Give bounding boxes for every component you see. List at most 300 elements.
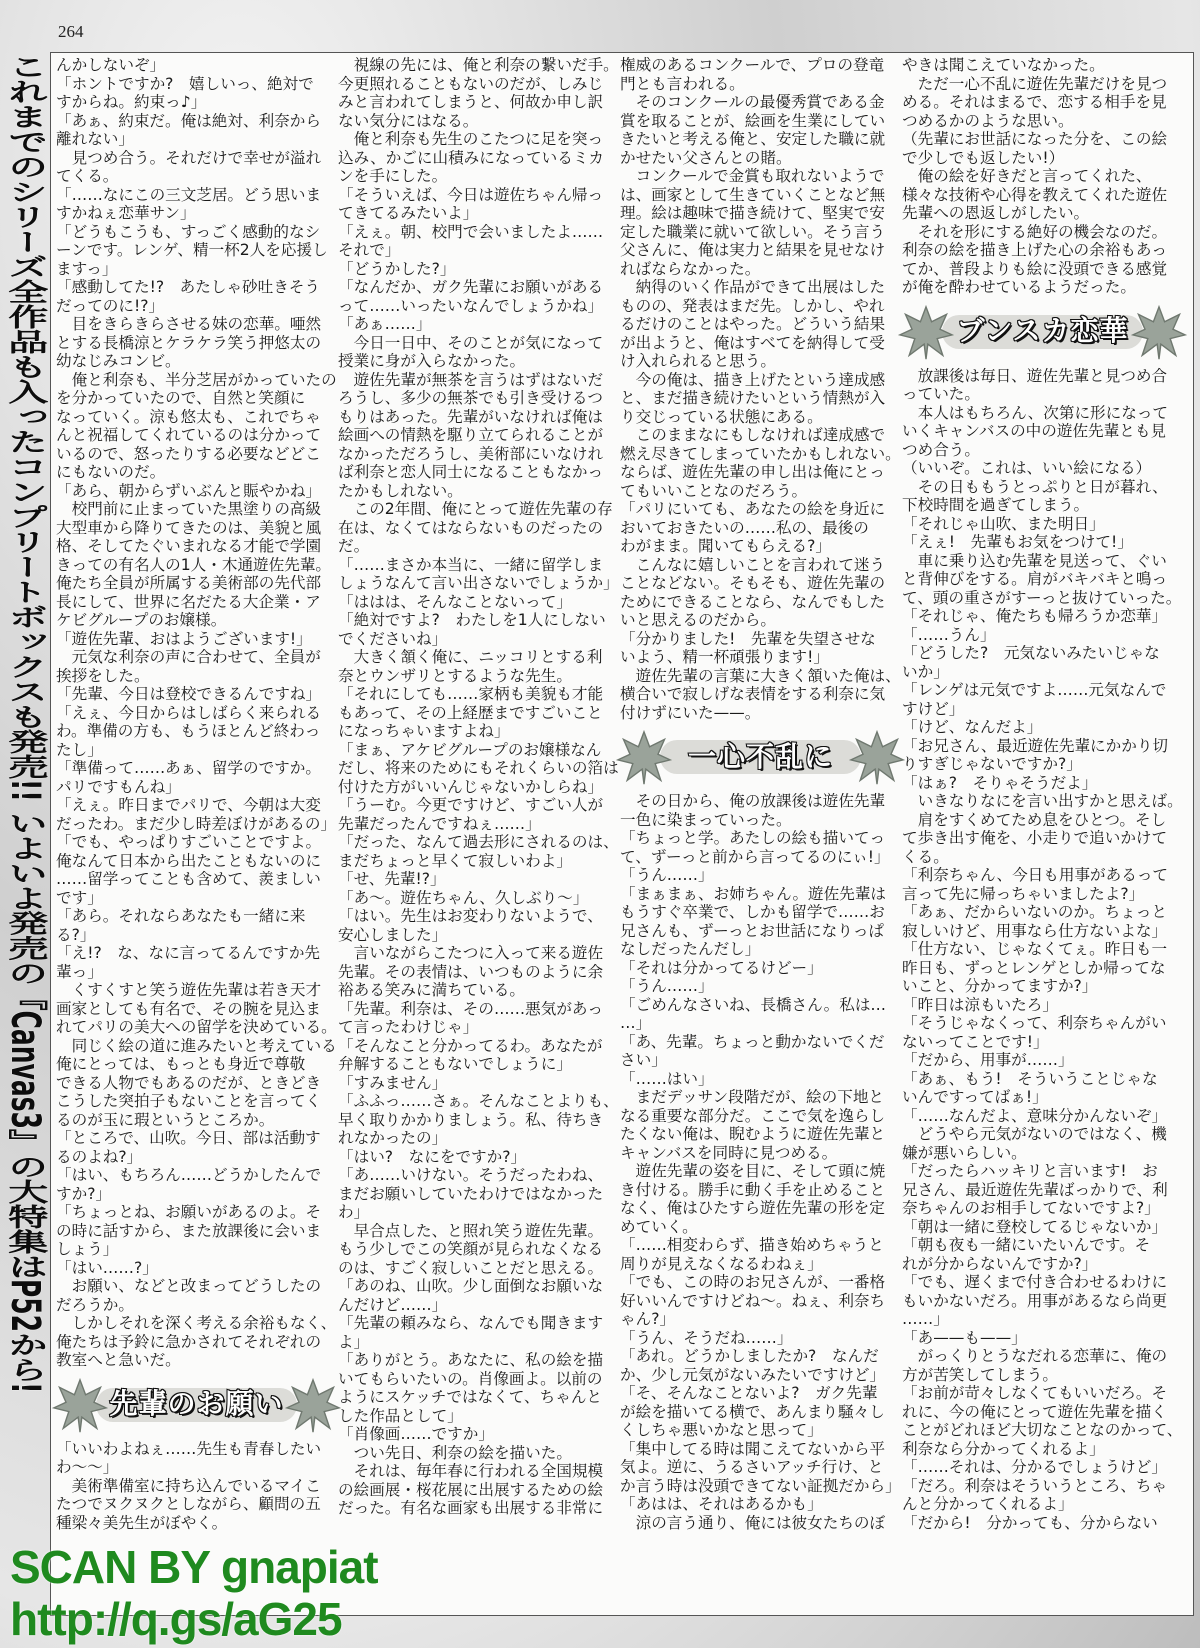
text-line: 定した職業に就いて欲しい。そう言う (620, 222, 886, 241)
text-line: 俺たち全員が所属する美術部の先代部 (56, 574, 322, 592)
text-line: 「どうかした?」 (338, 259, 456, 278)
text-line: なかっただろうし、美術部にいなけれ (338, 444, 604, 463)
text-line: なっていく。涼も悠太も、これでちゃ (56, 407, 321, 426)
text-line: コンクールで金賞も取れないようで (620, 167, 885, 185)
text-line: 「先輩、今日は登校できるんですね」 (56, 685, 322, 703)
text-line: んと分かってくれるよ」 (902, 1495, 1074, 1513)
text-line: 本人はもちろん、次第に形になって (902, 403, 1169, 422)
text-line: 「ありがとう。あなたに、私の絵を描 (338, 1351, 604, 1369)
text-line: 気よ。逆に、うるさいアッチ行け、と (620, 1458, 884, 1476)
text-line: き付ける。勝手に動く手を止めること (620, 1180, 886, 1199)
text-line: のは、すごく寂しいことだと思える。 (338, 1258, 604, 1277)
text-line: ンを手にした。 (338, 167, 448, 185)
text-line: 「お兄さん、最近遊佐先輩にかかり切 (902, 736, 1169, 755)
text-line: 「ホントですか? 嬉しいっ、絶対で (56, 74, 314, 93)
text-line: て、ずーっと前から言ってるのにぃ!」 (620, 847, 890, 866)
text-line: お願い、などと改まってどうしたの (56, 1277, 322, 1295)
text-line: 弁解することもないでしょうに」 (338, 1055, 572, 1073)
text-line: 「……まさか本当に、一緒に留学しま (338, 555, 604, 574)
text-line: にもないのだ。 (56, 463, 166, 481)
text-line: だってのに!?」 (56, 296, 165, 315)
text-line: （先輩にお世話になった分を、この絵 (902, 130, 1168, 148)
text-line: 俺なんて日本から出たこともないのに (56, 851, 322, 870)
text-line: わ。準備の方も、もうほとんど終わっ (56, 722, 321, 740)
text-line: 「はい。先生はお変わりないようで、 (338, 907, 603, 925)
text-line: 「昨日は涼もいたろ」 (902, 995, 1058, 1014)
text-line: きたいと考える俺と、安定した職に就 (620, 130, 886, 148)
text-line: 「朝は一緒に登校してるじゃないか」 (902, 1217, 1168, 1236)
text-line: 下校時間を過ぎてしまう。 (902, 496, 1090, 514)
text-line: ……」 (902, 1310, 949, 1328)
text-line: まだデッサン段階だが、絵の下地と (620, 1088, 885, 1106)
text-line: こうした突拍子もないことを言ってく (56, 1092, 322, 1110)
text-line: すけど」 (902, 699, 965, 718)
text-line: 同じく絵の道に進みたいと考えている (56, 1036, 337, 1055)
text-line: 込み、かごに山積みになっているミカ (338, 148, 605, 167)
maple-leaf-icon (616, 730, 672, 786)
text-line: しょうなんて言い出さないでしょうか」 (338, 574, 619, 592)
text-line: それで」 (338, 241, 401, 259)
watermark-url: http://q.gs/aG25 (10, 1593, 342, 1645)
text-line: 車に乗り込む先輩を見送って、ぐい (902, 551, 1167, 570)
text-line: くすくすと笑う遊佐先輩は若き天才 (56, 981, 322, 999)
text-line: 種梁々美先生がぼやく。 (56, 1513, 228, 1532)
text-line: 俺の絵を好きだと言ってくれた、 (902, 167, 1152, 185)
text-line: れが分からないんですか?」 (902, 1254, 1098, 1273)
text-column-2 (338, 56, 619, 1518)
text-line: 兄さんも、ずーっとお世話になりっぱ (620, 921, 885, 940)
text-line: がっくりとうなだれる恋華に、俺の (902, 1347, 1168, 1365)
text-line: 「えぇ、今日からはしばらく来られる (56, 703, 322, 722)
text-line: 「あぁ、もう! そういうことじゃな (902, 1069, 1158, 1088)
text-line: たつでヌクヌクとしながら、顧問の五 (56, 1495, 321, 1513)
text-line: ……留学ってことも含めて、羨ましい (56, 870, 321, 888)
text-line: 「パリにいても、あなたの絵を身近に (620, 500, 886, 518)
text-line: もいかないだろ。用事があるなら尚更 (902, 1291, 1168, 1310)
text-line: 涼の言う通り、俺には彼女たちのぼ (620, 1513, 886, 1532)
text-line: てもいいことなのだろう。 (620, 481, 808, 500)
text-line: ことがどれほど大切なことなのかって、 (902, 1421, 1183, 1439)
text-line: 「だったらハッキリと言います! お (902, 1162, 1158, 1180)
text-line: 「あぁ、だからいないのか。ちょっと (902, 903, 1167, 921)
text-line: 「それじゃ山吹、また明日」 (902, 514, 1105, 533)
text-line: て、頭の重さがすーっと抜けていった。 (902, 588, 1182, 607)
text-line: 付けずにいた——。 (620, 703, 761, 722)
text-line: を分かっていたので、自然と笑顔に (56, 389, 306, 407)
text-line: いくキャンバスの中の遊佐先輩とも見 (902, 422, 1167, 440)
text-line: 「それじゃ、俺たちも帰ろうか恋華」 (902, 607, 1168, 625)
text-line: 「あぁ……」 (338, 315, 432, 333)
scan-watermark: SCAN BY gnapiat (10, 1541, 378, 1593)
text-line: 「なんだか、ガク先輩にお願いがある (338, 278, 604, 296)
text-line: このままなにもしなければ達成感で (620, 426, 886, 444)
text-line: 「え!? な、なに言ってるんですか先 (56, 944, 321, 962)
text-line: つい先日、利奈の絵を描いた。 (338, 1443, 572, 1462)
text-line: て言ったわけじゃ」 (338, 1018, 479, 1036)
text-line: 「うん……」 (620, 977, 714, 995)
text-line: なしだったんだし」 (620, 940, 761, 958)
text-line: が出ようと、俺はすべてを納得して受 (620, 333, 885, 352)
text-line: 「ちょっとね、お願いがあるのよ。そ (56, 1203, 322, 1221)
text-line: 校門前に止まっていた黒塗りの高級 (56, 500, 322, 518)
text-line: 「集中してる時は聞こえてないから平 (620, 1439, 886, 1458)
text-line: れてパリの美大への留学を決めている。 (56, 1018, 337, 1036)
text-line: ケビグループのお嬢様。 (56, 611, 227, 629)
text-line: 早く取りかかりましょう。私、待ちき (338, 1110, 604, 1129)
maple-leaf-icon (1131, 305, 1187, 361)
text-line: 一色に染まっていった。 (620, 810, 792, 829)
text-line: でくださいね」 (338, 629, 448, 648)
text-line: ーンです。レンゲ、精一杯2人を応援し (56, 241, 328, 259)
text-line: 奈ちゃんのお相手してないですよ?」 (902, 1199, 1160, 1217)
text-line: 「だろ。利奈はそういうところ、ちゃ (902, 1476, 1168, 1495)
text-line: 「あら、朝からずいぶんと賑やかね」 (56, 481, 322, 500)
section-heading (902, 297, 1183, 367)
text-line: 今更照れることもないのだが、しみじ (338, 74, 604, 93)
text-line: 周りが見えなくなるわねぇ」 (620, 1254, 823, 1273)
text-line: 付けた方がいいんじゃないかしらね」 (338, 777, 604, 796)
text-line: と背伸びをする。肩がバキバキと鳴っ (902, 570, 1168, 588)
text-line: れに、今の俺にとって遊佐先輩を描く (902, 1402, 1167, 1421)
text-line: 目をきらきらさせる妹の恋華。唖然 (56, 315, 322, 333)
text-line: てくる。 (56, 167, 119, 185)
text-line: 「先輩。利奈は、その……悪気があっ (338, 999, 603, 1018)
text-line: 「あれ。どうかしましたか? なんだ (620, 1347, 879, 1365)
maple-leaf-icon (285, 1378, 341, 1434)
text-line: 美術準備室に持ち込んでいるマイこ (56, 1476, 321, 1495)
text-line: 「ごめんなさいね、長橋さん。私は… (620, 995, 887, 1014)
text-line: いてもらいたいの。肖像画よ。以前の (338, 1369, 603, 1388)
text-line: てか、普段よりも絵に没頭できる感覚 (902, 259, 1168, 278)
text-line: 「……それは、分かるでしょうけど」 (902, 1458, 1167, 1476)
text-line: 嫌が悪いらしい。 (902, 1143, 1027, 1162)
text-line: 「あ——も——」 (902, 1328, 1027, 1347)
text-line: 言って先に帰っちゃいましたよ?」 (902, 884, 1145, 903)
text-line: 画家としても有名で、その腕を見込ま (56, 999, 321, 1018)
text-line: たくない俺は、睨むように遊佐先輩と (620, 1125, 886, 1143)
text-line: ればならなかった。 (620, 259, 761, 278)
text-line: ろうし、多少の無茶でも引き受けるつ (338, 389, 603, 407)
text-line: 「だから、用事が……」 (902, 1051, 1074, 1069)
text-line: 利奈の絵を描き上げた心の余裕もあっ (902, 241, 1167, 259)
text-line: 「感動してた!? あたしゃ砂吐きそう (56, 278, 321, 296)
text-line: ものの、発表はまだ先。しかし、やれ (620, 296, 885, 315)
text-line: 「だから! 分かっても、分からない (902, 1513, 1158, 1532)
text-line: れなかったの」 (338, 1129, 448, 1147)
text-line: 「そうじゃなくって、利奈ちゃんがい (902, 1014, 1167, 1032)
text-line: るだけのことはやった。どういう結果 (620, 315, 886, 333)
text-line: 権威のあるコンクールで、プロの登竜 (620, 56, 885, 74)
text-line: け入れられると思う。 (620, 352, 776, 370)
text-line: 見つめ合う。それだけで幸せが溢れ (56, 148, 322, 167)
text-line: まだお願いしていたわけではなかった (338, 1184, 604, 1203)
text-line: いこと、分かってますか?」 (902, 977, 1098, 995)
text-line: 理。絵は趣味で描き続けて、堅実で安 (620, 204, 885, 222)
text-line: りすぎじゃないですか?」 (902, 755, 1082, 773)
text-line: 「はぁ? そりゃそうだよ」 (902, 773, 1098, 792)
text-line: 「肖像画……ですか」 (338, 1425, 494, 1443)
text-line: 「いいわよねぇ……先生も青春したい (56, 1439, 322, 1458)
maple-leaf-icon (52, 1378, 108, 1434)
text-line: 大型車から降りてきたのは、美貌と風 (56, 518, 322, 537)
text-line: 様々な技術や心得を教えてくれた遊佐 (902, 185, 1168, 204)
text-line: 「それにしても……家柄も美貌も才能 (338, 685, 604, 703)
text-line: もうすぐ卒業で、しかも留学で……お (620, 903, 885, 921)
text-line: くしちゃ悪いかなと思って」 (620, 1421, 823, 1439)
text-line: か、少し元気がないみたいですけど」 (620, 1365, 886, 1384)
text-line: 「仕方ない、じゃなくてぇ。昨日も一 (902, 940, 1168, 958)
text-line: 「でも、やっぱりすごいことですよ。 (56, 833, 322, 851)
text-line: 父さんに、俺は実力と結果を見せなけ (620, 241, 886, 259)
text-line: 俺にとっては、もっとも身近で尊敬 (56, 1055, 306, 1073)
text-line: の絵画展・桜花展に出展するための絵 (338, 1480, 604, 1499)
text-line: たかもしれない。 (338, 481, 463, 500)
text-line: は、画家として生きていくことなど無 (620, 185, 886, 204)
text-line: 「だった、なんて過去形にされるのは、 (338, 833, 619, 851)
text-line: 「あら。それならあなたも一緒に来 (56, 907, 306, 925)
text-line: 「あ、先輩。ちょっと動かないでくだ (620, 1032, 885, 1051)
text-line: 今日一日中、そのことが気になって (338, 333, 604, 352)
text-line: 賞を取ることが、絵画を生業にしてい (620, 111, 886, 130)
text-line: 安心しました」 (338, 925, 448, 944)
text-line: 元気な利奈の声に合わせて、全員が (56, 648, 321, 666)
text-line: もりはあった。先輩がいなければ俺は (338, 407, 603, 426)
text-line: 肩をすくめてため息をひとつ。そし (902, 810, 1167, 829)
text-line: って……いったいなんでしょうかね」 (338, 296, 604, 315)
text-line: 「えぇ! 先輩もお気をつけて!」 (902, 533, 1133, 551)
text-line: 「どうもこうも、すっごく感動的なシ (56, 222, 321, 241)
text-line: 裕ある笑みに満ちている。 (338, 981, 525, 999)
text-column-4 (902, 56, 1183, 1532)
text-line: 放課後は毎日、遊佐先輩と見つめ合 (902, 366, 1168, 385)
text-line: おいておきたいの……私の、最後の (620, 518, 869, 537)
text-line: る?」 (56, 925, 96, 944)
section-heading-title: ブンスカ恋華 (956, 314, 1129, 348)
text-line: 方が苦笑してしまう。 (902, 1365, 1058, 1384)
text-line: 授業に身が入らなかった。 (338, 352, 526, 370)
text-line: 「お前が苛々しなくてもいいだろ。そ (902, 1384, 1168, 1402)
text-line: 「うーむ。今更ですけど、すごい人が (338, 796, 604, 814)
text-line: たし」 (56, 740, 103, 759)
text-column-3 (620, 56, 901, 1532)
text-line: てきてるみたいよ」 (338, 204, 479, 222)
text-line: 「それは分かってるけどー」 (620, 958, 823, 977)
text-line: 「あ……いけない。そうだったわね、 (338, 1166, 604, 1184)
text-line: みと言われてしまうと、何故か申し訳 (338, 93, 604, 111)
text-line: んと祝福してくれているのは分かって (56, 426, 322, 444)
text-line: 「……はい」 (620, 1069, 714, 1088)
text-line: 「朝も夜も一緒にいたいんです。そ (902, 1236, 1151, 1254)
text-line: 先輩。その表情は、いつものように余 (338, 962, 604, 981)
text-line: 横合いで寂しげな表情をする利奈に気 (620, 685, 886, 703)
text-line: 今の俺は、描き上げたという達成感 (620, 370, 886, 389)
text-line: まだちょっと早くて寂しいわよ」 (338, 851, 572, 870)
text-line: もう少しでこの笑顔が見られなくなる (338, 1240, 604, 1258)
text-line: なる重要な部分だ。ここで気を逸らし (620, 1106, 886, 1125)
text-line: 「あはは、それはあるかも」 (620, 1495, 823, 1513)
text-column-1 (56, 56, 337, 1532)
text-line: と、まだ描き続けたいという情熱が入 (620, 389, 886, 407)
side-banner-text: これまでのシリーズ全作品も入ったコンプリートボックスも発売!! いよいよ発売の『Canvas3』の大特集はP52から! (2, 54, 49, 1394)
text-line: 燃え尽きてしまっていたかもしれない。 (620, 444, 901, 463)
text-line: だ。 (338, 537, 370, 555)
text-line: できる人物でもあるのだが、ときどき (56, 1073, 322, 1092)
text-line: 「準備って……あぁ、留学のですか。 (56, 759, 321, 777)
text-line: り交じっている状態にある。 (620, 407, 823, 426)
text-line: きっての有名人の1人・木通遊佐先輩。 (56, 555, 332, 574)
text-line: 視線の先には、俺と利奈の繋いだ手。 (338, 56, 619, 74)
text-line: 「そういえば、今日は遊佐ちゃん帰っ (338, 185, 604, 204)
text-line: ただ一心不乱に遊佐先輩だけを見つ (902, 74, 1168, 93)
text-line: それを形にする絶好の機会なのだ。 (902, 222, 1168, 241)
text-line: ない気分にはなる。 (338, 111, 479, 130)
text-line: ならば、遊佐先輩の申し出は俺にとっ (620, 463, 885, 481)
text-line: 「あぁ、約束だ。俺は絶対、利奈から (56, 111, 321, 130)
text-line: 先輩への恩返しがしたい。 (902, 204, 1090, 222)
text-line: 輩っ」 (56, 962, 103, 981)
text-line: かせたい父さんとの賭。 (620, 148, 792, 167)
text-line: 「うん……」 (620, 866, 714, 884)
maple-leaf-icon (849, 730, 905, 786)
text-line: か言う時は没頭できてない証拠だから」 (620, 1476, 901, 1495)
text-line: 在は、なくてはならないものだったの (338, 518, 604, 537)
text-line: いと思えるのだから。 (620, 611, 776, 629)
text-line: が絵を描いてる横で、あんまり騒々し (620, 1402, 885, 1421)
text-line: 「そ、そんなことないよ? ガク先輩 (620, 1384, 878, 1402)
text-line: める。それはまるで、恋する相手を見 (902, 93, 1167, 111)
text-line: しかしそれを深く考える余裕もなく、 (56, 1314, 337, 1332)
text-line: 「けど、なんだよ」 (902, 718, 1043, 736)
text-line: 「分かりました! 先輩を失望させな (620, 629, 876, 648)
text-line: 兄さん、最近遊佐先輩ばっかりで、利 (902, 1180, 1168, 1199)
text-line: 好いいんですけどね〜。ねぇ、利奈ち (620, 1291, 886, 1310)
text-line: 利奈なら分かってくれるよ」 (902, 1439, 1105, 1458)
text-line: 寂しいけど、用事なら仕方ないよな」 (902, 921, 1168, 940)
text-line: 「そんなこと分かってるわ。あなたが (338, 1036, 603, 1055)
text-line: つめるかのような思い。 (902, 111, 1074, 130)
text-line: そのコンクールの最優秀賞である金 (620, 93, 885, 111)
text-line: 「どうした? 元気ないみたいじゃな (902, 644, 1160, 662)
text-line: になっちゃいますよね」 (338, 722, 510, 740)
text-line: っていた。 (902, 385, 980, 403)
text-line: だったわ。まだ少し時差ぼけがあるの」 (56, 814, 337, 833)
text-line: ますっ」 (56, 259, 118, 278)
text-line: めていく。 (620, 1217, 698, 1236)
text-line: 「ちょっと学。あたしの絵も描いてっ (620, 829, 886, 847)
text-line: 「えぇ。昨日までパリで、今朝は大変 (56, 796, 321, 814)
text-line: 遊佐先輩の言葉に大きく頷いた俺は、 (620, 666, 901, 685)
text-line: した作品として」 (338, 1406, 463, 1425)
section-heading (620, 722, 901, 792)
text-line: その日ももうとっぷりと日が暮れ、 (902, 477, 1168, 496)
text-line: この2年間、俺にとって遊佐先輩の存 (338, 500, 613, 518)
text-line: 「まぁ、アケビグループのお嬢様なん (338, 740, 602, 759)
section-heading-title: 先輩のお願い (109, 1387, 284, 1421)
text-line: その日から、俺の放課後は遊佐先輩 (620, 792, 886, 810)
text-line: 「えぇ。朝、校門で会いましたよ…… (338, 222, 604, 241)
text-line: 幼なじみコンビ。 (56, 352, 181, 370)
text-line: キャンバスを同時に見つめる。 (620, 1143, 838, 1162)
text-line: 「でも、この時のお兄さんが、一番格 (620, 1273, 886, 1291)
text-line: パリですもんね」 (56, 777, 181, 796)
page-number: 264 (58, 22, 84, 41)
text-line: わ〜〜」 (56, 1458, 119, 1476)
text-line: いるので、怒ったりする必要などどこ (56, 444, 321, 463)
text-line: ゃん?」 (620, 1310, 676, 1328)
side-banner (2, 54, 48, 1534)
text-line: しょう」 (56, 1240, 119, 1258)
text-line: 「遊佐先輩、おはようございます!」 (56, 629, 312, 648)
text-line: 「あ〜。遊佐ちゃん、久しぶり〜」 (338, 888, 589, 907)
maple-leaf-icon (898, 305, 954, 361)
text-line: 教室へと急いだ。 (56, 1351, 181, 1369)
text-line: ば利奈と恋人同士になることもなかっ (338, 463, 604, 481)
text-line: だった。有名な画家も出展する非常に (338, 1499, 604, 1517)
text-line: 納得のいく作品ができて出展はした (620, 278, 886, 296)
text-line: 「……相変わらず、描き始めちゃうと (620, 1236, 884, 1254)
text-line: やきは聞こえていなかった。 (902, 56, 1105, 74)
text-line: 門とも言われる。 (620, 74, 745, 93)
text-line: ないってことです!」 (902, 1032, 1049, 1051)
text-line: よ」 (338, 1332, 370, 1351)
text-line: ためにできることなら、なんでもした (620, 592, 886, 611)
text-line: 「利奈ちゃん、今日も用事があるって (902, 866, 1169, 884)
text-line: ことなどない。そもそも、遊佐先輩の (620, 574, 886, 592)
text-line: いよう、精一杯頑張ります!」 (620, 648, 829, 666)
text-line: 俺と利奈も先生のこたつに足を突っ (338, 130, 604, 148)
text-line: それは、毎年春に行われる全国規模 (338, 1462, 604, 1480)
text-line: 「でも、遅くまで付き合わせるわけに (902, 1273, 1168, 1291)
text-line: るのが玉に瑕というところか。 (56, 1110, 275, 1129)
text-line: （いいぞ。これは、いい絵になる） (902, 459, 1152, 477)
text-line: ようにスケッチではなくて、ちゃんと (338, 1388, 603, 1406)
text-line: 「ところで、山吹。今日、部は活動す (56, 1129, 321, 1147)
text-line: 挨拶をした。 (56, 666, 150, 685)
text-line: 「絶対ですよ? わたしを1人にしない (338, 611, 606, 629)
text-line: 「ははは、そんなことないって」 (338, 592, 572, 611)
text-line: 昨日も、ずっとレンゲとしか帰ってな (902, 958, 1166, 977)
text-line: こんなに嬉しいことを言われて迷う (620, 555, 886, 574)
text-line: とする長橋涼とケラケラ笑う押悠太の (56, 333, 322, 352)
section-heading (56, 1370, 337, 1440)
text-line: すかねぇ恋華サン」 (56, 204, 196, 222)
text-line: 「はい、もちろん……どうかしたんで (56, 1166, 322, 1184)
text-line: 「すみません」 (338, 1073, 448, 1092)
text-line: わがまま。聞いてもらえる?」 (620, 537, 831, 555)
text-line: んだけど……」 (338, 1295, 448, 1314)
text-line: 「うん、そうだね……」 (620, 1328, 793, 1347)
text-line: いんですってばぁ!」 (902, 1088, 1048, 1106)
text-line: 「はい? なにをですか?」 (338, 1147, 527, 1166)
text-line: 「せ、先輩!?」 (338, 870, 446, 888)
text-line: なく、俺はひたすら遊佐先輩の形を定 (620, 1199, 885, 1217)
text-line: 俺たちは予鈴に急かされてそれぞれの (56, 1332, 322, 1351)
text-line: んかしないぞ」 (56, 56, 166, 74)
text-line: が俺を酔わせているようだった。 (902, 278, 1136, 296)
text-line: 格、そしてたぐいまれなる才能で学園 (56, 537, 322, 555)
text-line: るのよね?」 (56, 1147, 143, 1166)
text-line: …」 (620, 1014, 652, 1032)
text-line: どうやら元気がないのではなく、機 (902, 1125, 1167, 1143)
text-line: いきなりなにを言い出すかと思えば。 (902, 792, 1183, 810)
text-line: 大きく頷く俺に、ニッコリとする利 (338, 648, 603, 666)
text-line: 長にして、世界に名だたる大企業・ア (56, 592, 321, 611)
text-line: 「……うん」 (902, 625, 996, 644)
text-line: 「レンゲは元気ですよ……元気なんで (902, 681, 1167, 699)
text-line: 俺と利奈も、半分芝居がかっていたの (56, 370, 337, 389)
text-line: 先輩だったんですねぇ……」 (338, 814, 541, 833)
text-line: 遊佐先輩の姿を目に、そして頭に焼 (620, 1162, 886, 1180)
